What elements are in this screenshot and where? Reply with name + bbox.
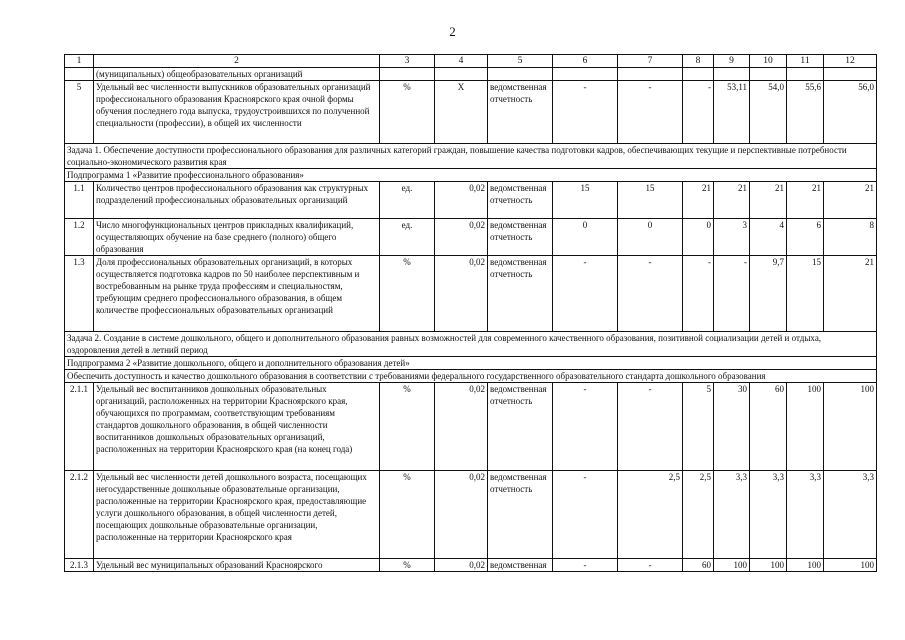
value-cell: - [618,81,683,144]
unit-cell: % [380,256,435,332]
subprogram-2-title: Подпрограмма 2 «Развитие дошкольного, общего и дополнительного образования детей» [65,357,877,370]
table-row [65,219,877,256]
unit-cell: ед. [380,182,435,219]
subprogram-row [65,357,877,370]
weight-cell: 0,02 [435,471,488,559]
value-cell: 3,3 [787,471,824,559]
value-cell: 5 [683,383,714,471]
continuation-text: (муниципальных) общеобразовательных организаций [94,68,380,81]
subprogram-row [65,169,877,182]
value-cell: 9,7 [750,256,787,332]
value-cell: - [553,256,618,332]
indicators-table [64,54,877,572]
unit-cell: % [380,81,435,144]
value-cell: 53,11 [714,81,750,144]
header-cell: 8 [683,55,714,68]
table-row [65,383,877,471]
row-number: 1.2 [65,219,94,256]
value-cell: 100 [750,559,787,572]
value-cell: - [714,256,750,332]
weight-cell: 0,02 [435,559,488,572]
header-cell: 1 [65,55,94,68]
source-cell: ведомственная отчетность [488,383,553,471]
source-cell: ведомственная отчетность [488,256,553,332]
weight-cell: 0,02 [435,256,488,332]
value-cell: 4 [750,219,787,256]
value-cell: 55,6 [787,81,824,144]
table-row [65,81,877,144]
weight-cell: X [435,81,488,144]
task-1-text: Задача 1. Обеспечение доступности профессионального образования для различных категорий граждан, повышение качества подготовки кадров, обеспечивающих текущие и перспективные потребности социально-экономического развития края [65,144,877,169]
value-cell: 15 [618,182,683,219]
value-cell: 100 [714,559,750,572]
weight-cell: 0,02 [435,219,488,256]
value-cell: - [553,559,618,572]
value-cell: 3,3 [750,471,787,559]
header-cell: 11 [787,55,824,68]
value-cell: 30 [714,383,750,471]
indicator-text: Удельный вес численности детей дошкольного возраста, посещающих негосударственные дошкольные образовательные организации, расположенные на территории Красноярского края, предоставляющие услуги дошкольного образования, в общей численности детей, посещающих дошкольные образовательные организации, расположенные на территории Красноярского края [94,471,380,559]
value-cell: - [683,256,714,332]
value-cell: 0 [683,219,714,256]
indicator-text: Количество центров профессионального образования как структурных подразделений профессиональных образовательных организаций [94,182,380,219]
task-row [65,144,877,169]
header-cell: 2 [94,55,380,68]
continuation-row [65,68,877,81]
unit-cell: % [380,383,435,471]
value-cell: - [618,559,683,572]
value-cell: - [553,471,618,559]
value-cell: 0 [618,219,683,256]
value-cell: 100 [824,383,877,471]
row-number: 2.1.1 [65,383,94,471]
row-number: 1.1 [65,182,94,219]
value-cell: 56,0 [824,81,877,144]
value-cell: 21 [824,256,877,332]
unit-cell: % [380,471,435,559]
value-cell: - [618,383,683,471]
task-2-text: Задача 2. Создание в системе дошкольного, общего и дополнительного образования равных возможностей для современного качественного образования, позитивной социализации детей и отдыха, оздоровления детей в летний период [65,332,877,357]
indicator-text: Число многофункциональных центров прикладных квалификаций, осуществляющих обучение на базе среднего (полного) общего образования [94,219,380,256]
value-cell: 6 [787,219,824,256]
value-cell: 21 [824,182,877,219]
table-row [65,559,877,572]
header-row [65,55,877,68]
unit-cell: % [380,559,435,572]
value-cell: - [618,256,683,332]
page-number: 2 [449,24,456,39]
value-cell: 54,0 [750,81,787,144]
source-cell: ведомственная отчетность [488,182,553,219]
value-cell: 2,5 [618,471,683,559]
table-row [65,182,877,219]
source-cell: ведомственная отчетность [488,471,553,559]
indicator-text: Удельный вес воспитанников дошкольных образовательных организаций, расположенных на территории Красноярского края, обучающихся по программам, соответствующим требованиям стандартов дошкольного образования, в общей численности воспитанников дошкольных образовательных организаций, расположенных на территории Красноярского края (на конец года) [94,383,380,471]
value-cell: 2,5 [683,471,714,559]
indicator-text: Удельный вес численности выпускников образовательных организаций профессионального образования Красноярского края очной формы обучения последнего года выпуска, трудоустроившихся по полученной специальности (профессии), в общей их численности [94,81,380,144]
table-row [65,471,877,559]
indicator-text: Доля профессиональных образовательных организаций, в которых осуществляется подготовка кадров по 50 наиболее перспективным и востребованным на рынке труда профессиям и специальностям, требующим среднего профессионального образования, в общем количестве профессиональных образовательных организаций [94,256,380,332]
value-cell: 3,3 [824,471,877,559]
header-cell: 7 [618,55,683,68]
weight-cell: 0,02 [435,383,488,471]
value-cell: 3 [714,219,750,256]
value-cell: 8 [824,219,877,256]
subprogram-1-title: Подпрограмма 1 «Развитие профессионального образования» [65,169,877,182]
header-cell: 9 [714,55,750,68]
source-cell: ведомственная [488,559,553,572]
header-cell: 12 [824,55,877,68]
value-cell: 21 [750,182,787,219]
value-cell: 15 [553,182,618,219]
value-cell: 100 [824,559,877,572]
value-cell: - [683,81,714,144]
row-number: 5 [65,81,94,144]
header-cell: 4 [435,55,488,68]
source-cell: ведомственная отчетность [488,219,553,256]
value-cell: - [553,81,618,144]
goal-row [65,370,877,383]
unit-cell: ед. [380,219,435,256]
value-cell: - [553,383,618,471]
value-cell: 100 [787,559,824,572]
row-number: 2.1.3 [65,559,94,572]
table-row [65,256,877,332]
value-cell: 21 [683,182,714,219]
value-cell: 60 [683,559,714,572]
row-number: 1.3 [65,256,94,332]
value-cell: 21 [787,182,824,219]
value-cell: 100 [787,383,824,471]
goal-text: Обеспечить доступность и качество дошкольного образования в соответствии с требованиями федерального государственного образовательного стандарта дошкольного образования [65,370,877,383]
header-cell: 10 [750,55,787,68]
value-cell: 0 [553,219,618,256]
indicator-text: Удельный вес муниципальных образований Красноярского [94,559,380,572]
header-cell: 3 [380,55,435,68]
header-cell: 6 [553,55,618,68]
value-cell: 21 [714,182,750,219]
task-row [65,332,877,357]
source-cell: ведомственная отчетность [488,81,553,144]
weight-cell: 0,02 [435,182,488,219]
row-number: 2.1.2 [65,471,94,559]
value-cell: 3,3 [714,471,750,559]
header-cell: 5 [488,55,553,68]
value-cell: 60 [750,383,787,471]
value-cell: 15 [787,256,824,332]
